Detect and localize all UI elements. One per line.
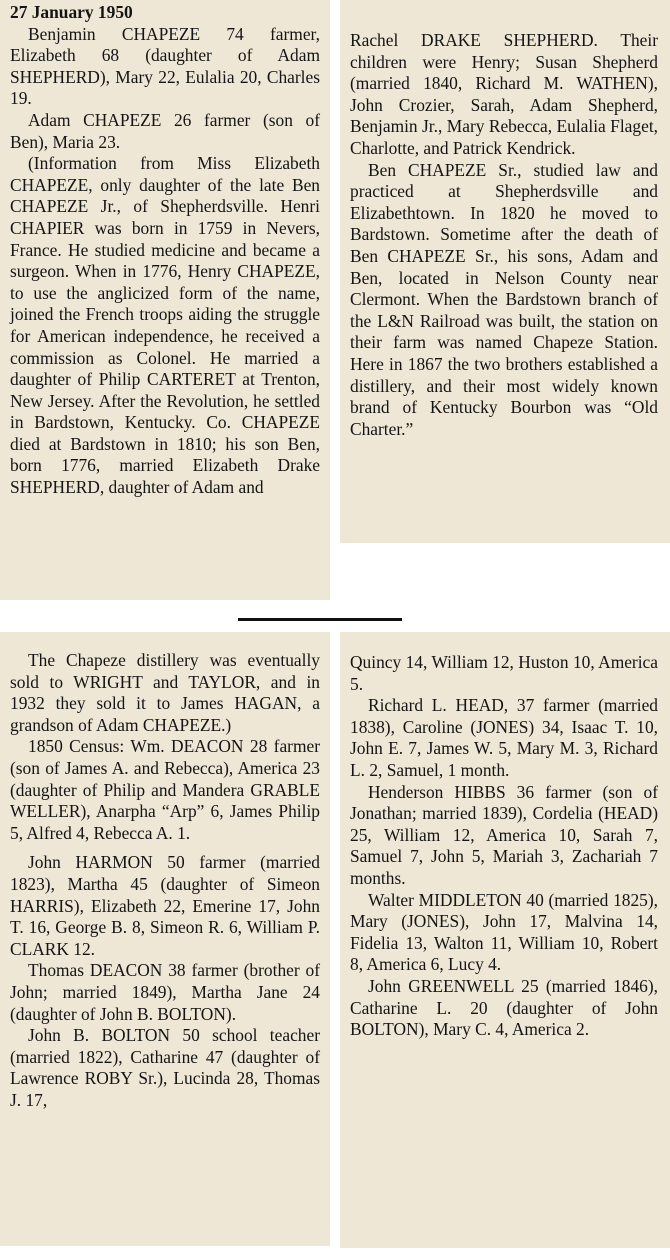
paragraph: The Chapeze distillery was eventually sold to WRIGHT and TAYLOR, and in 1932 they sold it to James HAGAN, a grandson of Adam CHAPEZE.) — [10, 650, 320, 735]
paragraph: John GREENWELL 25 (married 1846), Catharine L. 20 (daughter of John BOLTON), Mary C. 4, America 2. — [350, 975, 658, 1040]
paragraph: Richard L. HEAD, 37 farmer (married 1838), Caroline (JONES) 34, Isaac T. 10, John E. 7, James W. 5, Mary M. 3, Richard L. 2, Samuel, 1 month. — [350, 695, 658, 780]
paragraph: Walter MIDDLETON 40 (married 1825), Mary (JONES), John 17, Malvina 14, Fidelia 13, Walton 11, William 10, Robert 8, America 6, Lucy 4. — [350, 889, 658, 975]
spacer — [10, 844, 320, 852]
paragraph: Rachel DRAKE SHEPHERD. Their children were Henry; Susan Shepherd (married 1840, Richard M. WATHEN), John Crozier, Sarah, Adam Shepherd, Benjamin Jr., Mary Rebecca, Eulalia Flaget, Charlotte, and Patrick Kendrick. — [350, 30, 658, 158]
date-heading: 27 January 1950 — [10, 2, 133, 22]
clipping-column-3 — [0, 632, 330, 1246]
clipping-column-1 — [0, 0, 330, 600]
paragraph: (Information from Miss Elizabeth CHAPEZE, only daughter of the late Ben CHAPEZE Jr., of Shepherdsville. Henri CHAPIER was born in 1759 in Nevers, France. He studied medicine and became a surgeon. When in 1776, Henry CHAPEZE, to use the anglicized form of the name, joined the French troops aiding the struggle for American independence, he received a commission as Colonel. He married a daughter of Philip CARTERET at Trenton, New Jersey. After the Revolution, he settled in Bardstown, Kentucky. Co. CHAPEZE died at Bardstown in 1810; his son Ben, born 1776, married Elizabeth Drake SHEPHERD, daughter of Adam and — [10, 153, 320, 498]
clipping-column-4 — [340, 632, 670, 1248]
paragraph: 1850 Census: Wm. DEACON 28 farmer (son of James A. and Rebecca), America 23 (daughter of Philip and Mandera GRABLE WELLER), Anarpha “Arp” 6, James Philip 5, Alfred 4, Rebecca A. 1. — [10, 736, 320, 843]
paragraph: Benjamin CHAPEZE 74 farmer, Elizabeth 68 (daughter of Adam SHEPHERD), Mary 22, Eulalia 20, Charles 19. — [10, 23, 320, 109]
clipping-column-2 — [340, 0, 670, 543]
paragraph: John HARMON 50 farmer (married 1823), Martha 45 (daughter of Simeon HARRIS), Elizabeth 22, Emerine 17, John T. 16, George B. 8, Simeon R. 6, William P. CLARK 12. — [10, 852, 320, 959]
paragraph: Adam CHAPEZE 26 farmer (son of Ben), Maria 23. — [10, 109, 320, 152]
paragraph: Henderson HIBBS 36 farmer (son of Jonathan; married 1839), Cordelia (HEAD) 25, William 12, America 10, Sarah 7, Samuel 7, John 5, Mariah 3, Zachariah 7 months. — [350, 781, 658, 888]
paragraph: John B. BOLTON 50 school teacher (married 1822), Catharine 47 (daughter of Lawrence ROBY Sr.), Lucinda 28, Thomas J. 17, — [10, 1025, 320, 1110]
paragraph: Ben CHAPEZE Sr., studied law and practiced at Shepherdsville and Elizabethtown. In 1820 he moved to Bardstown. Sometime after the death of Ben CHAPEZE Sr., his sons, Adam and Ben, located in Nelson County near Clermont. When the Bardstown branch of the L&N Railroad was built, the station on their farm was named Chapeze Station. Here in 1867 the two brothers established a distillery, and their most widely known brand of Kentucky Bourbon was “Old Charter.” — [350, 159, 658, 439]
section-divider — [238, 618, 402, 621]
paragraph: Thomas DEACON 38 farmer (brother of John; married 1849), Martha Jane 24 (daughter of John B. BOLTON). — [10, 960, 320, 1024]
paragraph: Quincy 14, William 12, Huston 10, America 5. — [350, 652, 658, 694]
